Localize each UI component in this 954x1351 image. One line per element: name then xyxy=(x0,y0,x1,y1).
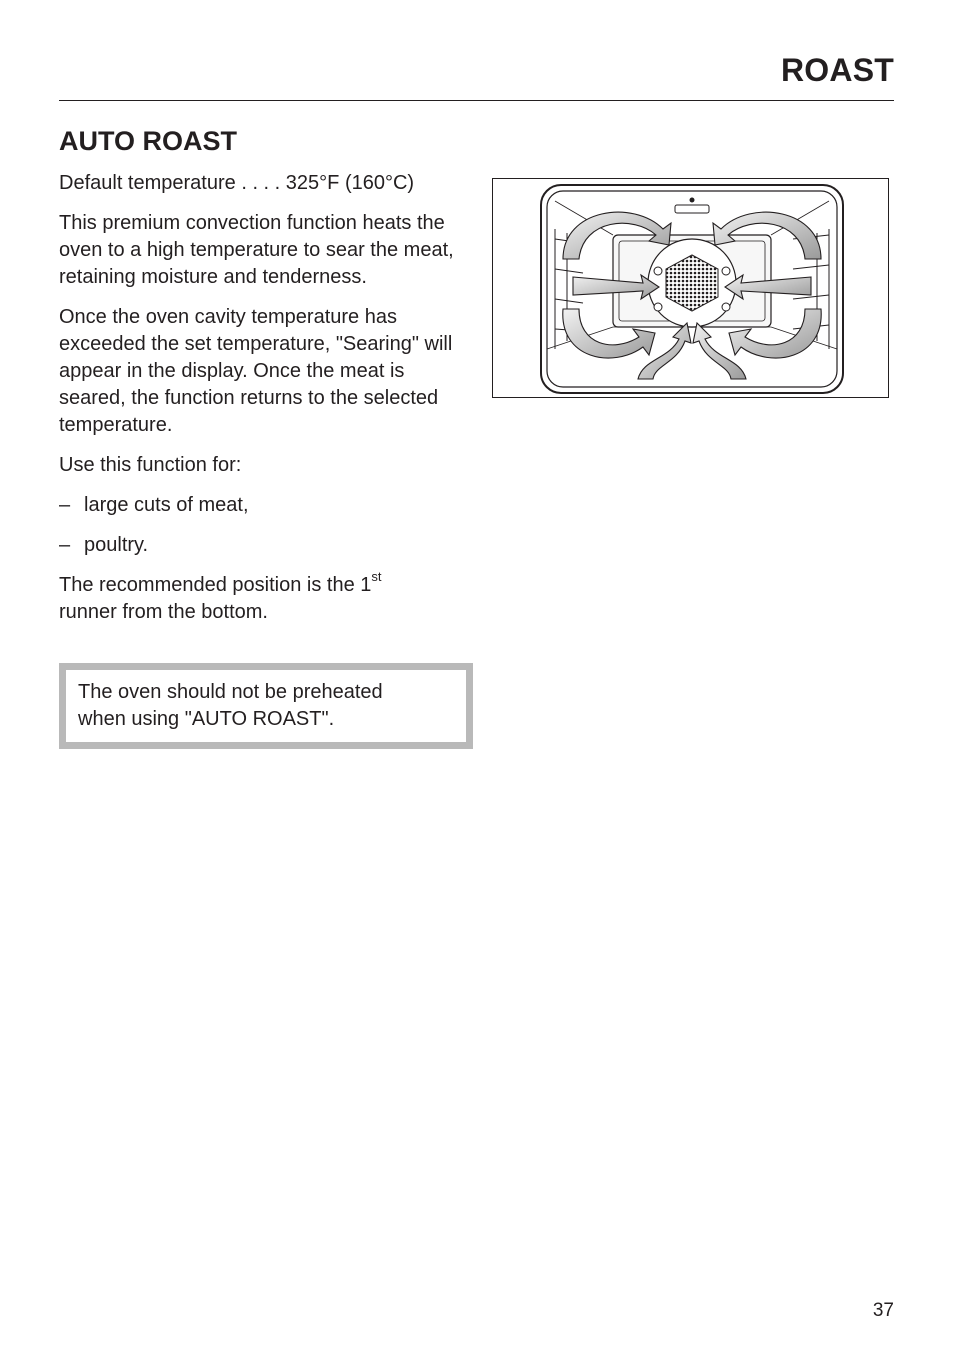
note-line: when using "AUTO ROAST". xyxy=(78,708,335,730)
list-item-text: large cuts of meat, xyxy=(84,494,249,516)
note-box xyxy=(59,663,473,749)
default-temperature-label: Default temperature xyxy=(59,172,236,194)
searing-paragraph: Once the oven cavity temperature has exceeded the set temperature, "Searing" will appear in the display. Once the meat is seared, the function returns to the selected temperature. xyxy=(59,306,453,436)
header-divider xyxy=(59,100,894,101)
oven-airflow-figure xyxy=(492,178,889,398)
list-item xyxy=(59,532,469,559)
list-item xyxy=(59,492,469,519)
list-dash: – xyxy=(59,534,71,556)
body-text xyxy=(59,170,469,639)
recommended-position xyxy=(59,569,469,626)
default-temperature-value: 325°F (160°C) xyxy=(285,172,415,194)
list-dash: – xyxy=(59,494,71,516)
position-text-continued: runner from the bottom. xyxy=(59,601,268,623)
position-superscript: st xyxy=(371,569,382,585)
page-header-title: ROAST xyxy=(781,52,894,88)
list-item-text: poultry. xyxy=(84,534,149,556)
description-paragraph: This premium convection function heats the oven to a high temperature to sear the meat, retaining moisture and tenderness. xyxy=(59,212,454,288)
position-text: The recommended position is the 1 xyxy=(59,574,372,596)
page-number: 37 xyxy=(872,1300,894,1321)
section-title: AUTO ROAST xyxy=(59,126,238,156)
usage-intro: Use this function for: xyxy=(59,454,242,476)
note-line: The oven should not be preheated xyxy=(78,681,383,703)
default-temperature-leader: . . . . xyxy=(241,172,281,194)
oven-airflow-diagram-icon xyxy=(493,179,888,397)
default-temperature-line xyxy=(59,170,469,197)
